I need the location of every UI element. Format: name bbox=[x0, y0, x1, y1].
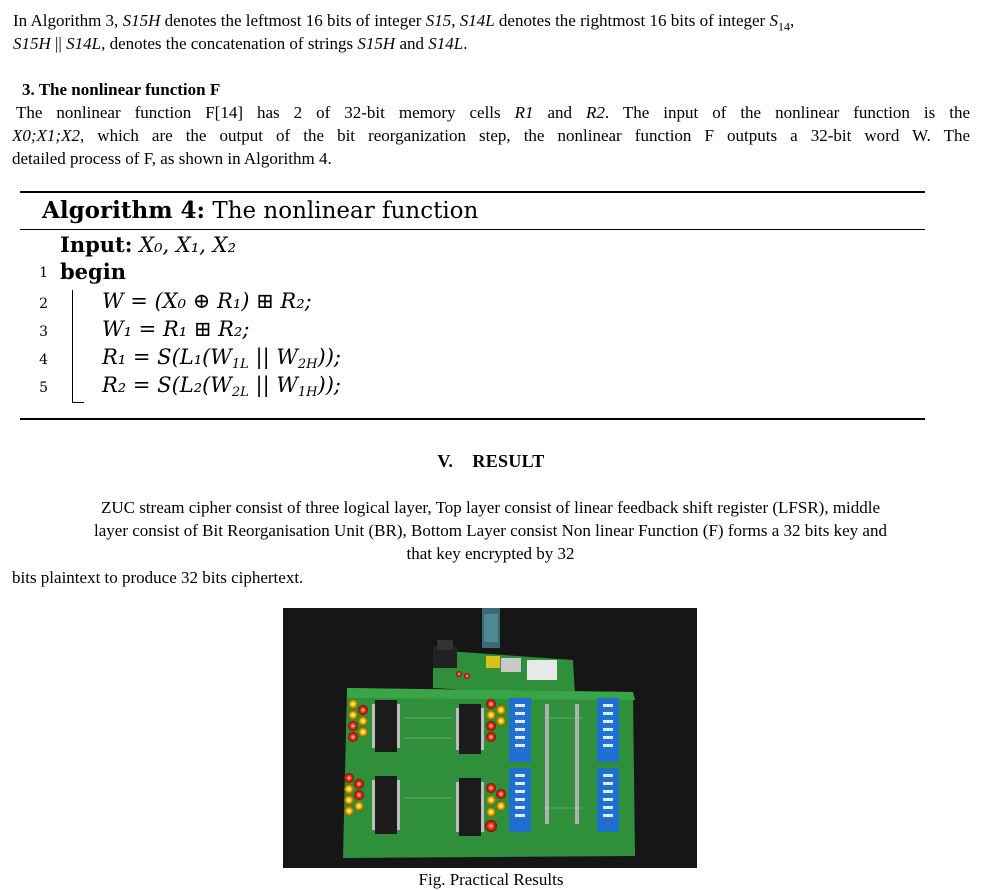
text-run: denotes the leftmost 16 bits of integer bbox=[160, 11, 426, 30]
text-run: , bbox=[451, 11, 460, 30]
algorithm-line-3 bbox=[102, 315, 249, 343]
math-inputs: X0;X1;X2 bbox=[12, 126, 80, 145]
math-s15h: S15H bbox=[13, 34, 51, 53]
line-expression: R₁ = S(L₁(W bbox=[102, 345, 232, 369]
text-run: || bbox=[50, 34, 67, 53]
math-s15h: S15H bbox=[122, 11, 161, 30]
line-expression: W₁ = R₁ ⊞ R₂; bbox=[102, 317, 250, 341]
line-number: 4 bbox=[39, 352, 48, 368]
math-s14l: S14L bbox=[459, 11, 495, 30]
algorithm-label: Algorithm 4: bbox=[42, 197, 206, 224]
circuit-board-illustration bbox=[283, 608, 697, 868]
algorithm-line-2 bbox=[102, 287, 312, 315]
line-expression: )); bbox=[317, 345, 341, 369]
line-number: 3 bbox=[39, 324, 48, 340]
practical-results-photo bbox=[283, 608, 697, 868]
text-run: and bbox=[395, 34, 429, 53]
line-expression: W = (X₀ ⊕ R₁) ⊞ R₂; bbox=[102, 289, 312, 313]
line-expression: )); bbox=[317, 373, 341, 397]
text-run: The nonlinear function F[14] has 2 of 32-bit memory cells bbox=[16, 103, 515, 122]
text-run: and bbox=[533, 103, 587, 122]
line-subscript: 1H bbox=[297, 385, 318, 400]
section3-line1 bbox=[16, 101, 970, 124]
text-run: bits plaintext to produce 32 bits ciphertext. bbox=[12, 568, 304, 587]
text-run: In Algorithm 3, bbox=[13, 11, 123, 30]
result-section-heading: V. RESULT bbox=[437, 451, 545, 471]
text-run: . The input of the nonlinear function is the bbox=[604, 103, 970, 122]
line-subscript: 1L bbox=[231, 357, 249, 372]
math-s14l: S14L bbox=[428, 34, 464, 53]
line-number: 5 bbox=[39, 380, 48, 396]
algorithm-title-row bbox=[20, 193, 925, 230]
input-value: X₀, X₁, X₂ bbox=[139, 233, 236, 257]
text-run: , which are the output of the bit reorganization step, the nonlinear function F outputs a 32-bit word W. The bbox=[79, 126, 970, 145]
text-run: , bbox=[789, 11, 795, 30]
algorithm-line-5 bbox=[102, 371, 341, 407]
algorithm-box bbox=[20, 191, 925, 420]
section-heading-text: 3. The nonlinear function F bbox=[22, 80, 221, 99]
figure-caption: Fig. Practical Results bbox=[418, 870, 564, 889]
algorithm-title bbox=[42, 196, 478, 226]
text-line: layer consist of Bit Reorganisation Unit (BR), Bottom Layer consist Non linear Function (F) forms a 32 bits key and bbox=[94, 521, 887, 540]
line-expression: R₂ = S(L₂(W bbox=[102, 373, 232, 397]
math-r1: R1 bbox=[514, 103, 534, 122]
line-expression: || W bbox=[248, 345, 298, 369]
result-paragraph-tail bbox=[12, 566, 303, 589]
algorithm-input bbox=[60, 231, 236, 259]
algorithm-begin bbox=[60, 258, 126, 286]
math-subscript: 14 bbox=[777, 19, 790, 34]
math-s15: S15 bbox=[425, 11, 452, 30]
text-line: that key encrypted by 32 bbox=[406, 544, 575, 563]
line-subscript: 2L bbox=[231, 385, 249, 400]
input-label: Input: bbox=[60, 232, 133, 257]
line-number: 1 bbox=[39, 265, 48, 281]
text-run: , denotes the concatenation of strings bbox=[101, 34, 358, 53]
text-line: ZUC stream cipher consist of three logical layer, Top layer consist of linear feedback shift register (LFSR), middle bbox=[100, 498, 881, 517]
math-s14l: S14L bbox=[66, 34, 102, 53]
line-number: 2 bbox=[39, 296, 48, 312]
begin-block-bar bbox=[72, 290, 73, 403]
text-run: denotes the rightmost 16 bits of integer bbox=[494, 11, 770, 30]
math-s14: S bbox=[769, 11, 778, 30]
math-r2: R2 bbox=[586, 103, 605, 122]
line-expression: || W bbox=[248, 373, 298, 397]
section3-line2 bbox=[12, 124, 970, 147]
section-heading-nonlinear bbox=[22, 78, 220, 101]
begin-block-foot bbox=[72, 402, 84, 403]
line-subscript: 2H bbox=[297, 357, 318, 372]
result-paragraph bbox=[18, 496, 963, 565]
text-run: detailed process of F, as shown in Algorithm 4. bbox=[12, 149, 332, 168]
intro-paragraph-line2 bbox=[13, 32, 968, 55]
algorithm-name: The nonlinear function bbox=[205, 198, 479, 224]
math-s15h: S15H bbox=[357, 34, 396, 53]
begin-keyword: begin bbox=[60, 259, 126, 284]
section3-line3 bbox=[12, 147, 332, 170]
text-run: . bbox=[463, 34, 468, 53]
